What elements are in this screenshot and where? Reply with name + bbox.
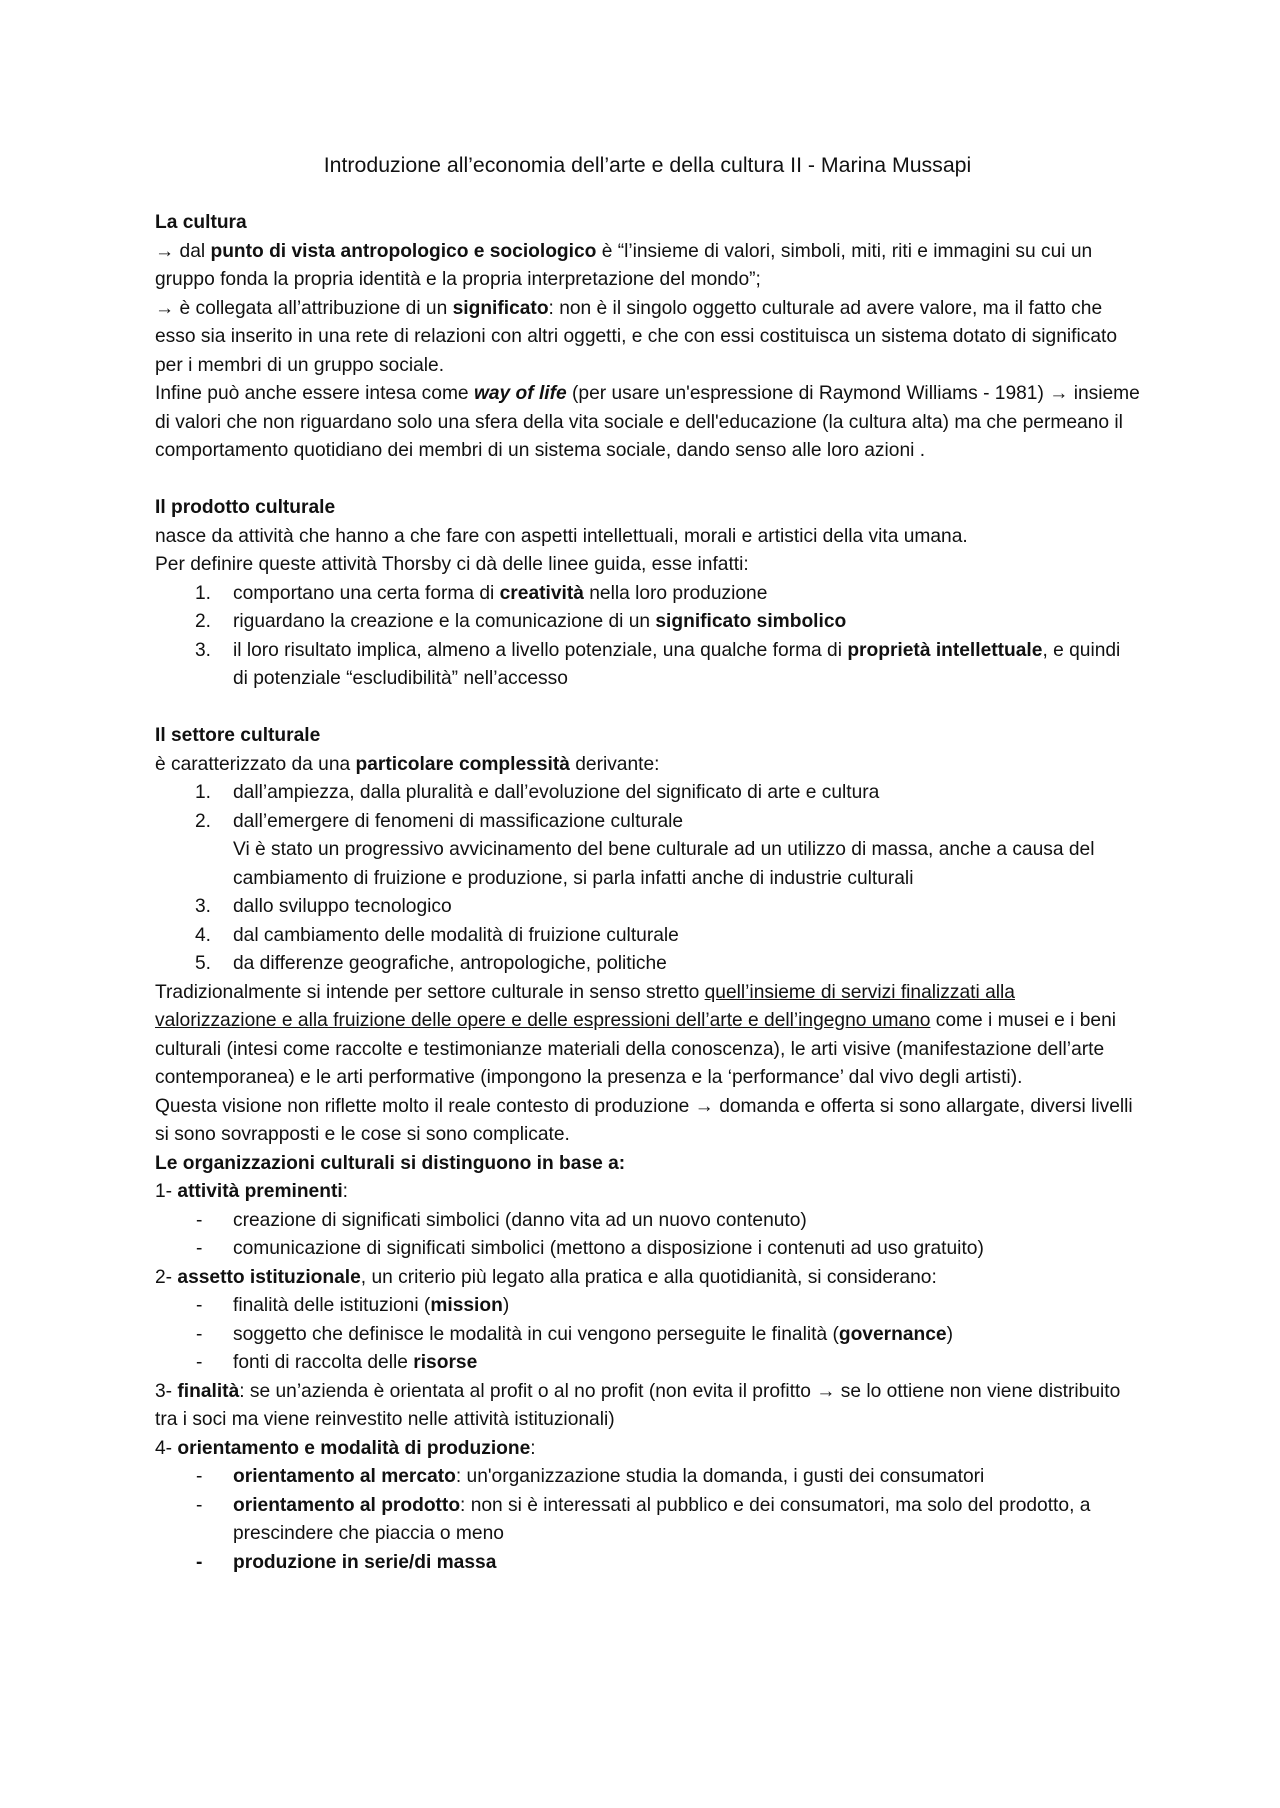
dash-list bbox=[155, 1292, 1140, 1378]
dash-list bbox=[155, 1463, 1140, 1577]
list-item-text: orientamento al prodotto: non si è interessati al pubblico e dei consumatori, ma solo del prodotto, a prescindere che piaccia o meno bbox=[233, 1494, 1091, 1544]
list-item-text: creazione di significati simbolici (danno vita ad un nuovo contenuto) bbox=[233, 1209, 807, 1231]
section-organizzazioni bbox=[155, 1150, 1140, 1578]
list-item-text: da differenze geografiche, antropologiche, politiche bbox=[233, 953, 667, 974]
paragraph: nasce da attività che hanno a che fare con aspetti intellettuali, morali e artistici della vita umana. bbox=[155, 525, 968, 547]
paragraph: Tradizionalmente si intende per settore culturale in senso stretto quell’insieme di servizi finalizzati alla valorizzazione e alla fruizione delle opere e delle espressioni dell’arte e dell’ingegno umano come i musei e i beni culturali (intesi come raccolte e testimonianze materiali della conoscenza), le arti visive (manifestazione dell’arte contemporanea) e le arti performative (impongono la presenza e la ‘performance’ dal vivo degli artisti). bbox=[155, 981, 1117, 1088]
list-number: 5. bbox=[195, 953, 212, 974]
numbered-list bbox=[155, 779, 1140, 979]
list-item-text: dall’ampiezza, dalla pluralità e dall’evoluzione del significato di arte e cultura bbox=[233, 782, 880, 803]
list-number: 1. bbox=[195, 582, 212, 604]
bold-text: attività preminenti bbox=[177, 1181, 343, 1202]
list-item bbox=[155, 608, 1140, 637]
paragraph: → è collegata all’attribuzione di un significato: non è il singolo oggetto culturale ad avere valore, ma il fatto che esso sia inserito in una rete di relazioni con altri oggetti, e che con essi costituisca un sistema dotato di significato per i membri di un gruppo sociale. bbox=[155, 297, 1118, 376]
list-item-text: comunicazione di significati simbolici (mettono a disposizione i contenuti ad uso gratuito) bbox=[233, 1238, 984, 1259]
bold-text: risorse bbox=[413, 1352, 478, 1373]
dash-marker: - bbox=[196, 1238, 203, 1259]
criterion-lead: 3- finalità: se un’azienda è orientata al profit o al no profit (non evita il profitto → se lo ottiene non viene distribuito tra i soci ma viene reinvestito nelle attività istituzionali) bbox=[155, 1380, 1121, 1430]
bold-text: mission bbox=[430, 1295, 503, 1316]
dash-list bbox=[155, 1207, 1140, 1264]
list-number: 3. bbox=[195, 896, 212, 917]
list-item bbox=[155, 1235, 1140, 1264]
list-item bbox=[155, 779, 1140, 808]
list-item-text: il loro risultato implica, almeno a livello potenziale, una qualche forma di proprietà intellettuale, e quindi di potenziale “escludibilità” nell’accesso bbox=[233, 639, 1121, 689]
list-item-text: orientamento al mercato: un'organizzazione studia la domanda, i gusti dei consumatori bbox=[233, 1466, 985, 1487]
paragraph: → dal punto di vista antropologico e sociologico è “l’insieme di valori, simboli, miti, riti e immagini su cui un gruppo fonda la propria identità e la propria interpretazione del mondo”; bbox=[155, 240, 1093, 290]
dash-marker: - bbox=[196, 1466, 203, 1487]
dash-marker: - bbox=[196, 1323, 203, 1345]
list-number: 2. bbox=[195, 611, 212, 632]
paragraph: è caratterizzato da una particolare complessità derivante: bbox=[155, 753, 660, 775]
bold-text: significato bbox=[452, 297, 549, 319]
paragraph: Questa visione non riflette molto il reale contesto di produzione → domanda e offerta si sono allargate, diversi livelli si sono sovrapposti e le cose si sono complicate. bbox=[155, 1095, 1133, 1145]
criterion-lead: 1- attività preminenti: bbox=[155, 1181, 349, 1202]
page-title: Introduzione all’economia dell’arte e della cultura II - Marina Mussapi bbox=[323, 153, 972, 177]
section-settore-culturale bbox=[155, 722, 1140, 1150]
dash-marker: - bbox=[196, 1295, 203, 1316]
list-item-text: soggetto che definisce le modalità in cui vengono perseguite le finalità (governance) bbox=[233, 1323, 953, 1345]
bold-text: finalità bbox=[177, 1380, 240, 1402]
bold-text: proprietà intellettuale bbox=[847, 639, 1043, 661]
list-item-text: fonti di raccolta delle risorse bbox=[233, 1352, 478, 1373]
section-heading: Il prodotto culturale bbox=[155, 497, 336, 518]
list-item bbox=[155, 893, 1140, 922]
bold-text: produzione in serie/di massa bbox=[233, 1551, 497, 1573]
bold-text: particolare complessità bbox=[355, 753, 570, 775]
list-item bbox=[155, 637, 1140, 694]
bold-text: punto di vista antropologico e sociologico bbox=[210, 240, 597, 262]
list-item-continuation: Vi è stato un progressivo avvicinamento del bene culturale ad un utilizzo di massa, anche a causa del cambiamento di fruizione e produzione, si parla infatti anche di industrie culturali bbox=[233, 839, 1095, 889]
section-heading: La cultura bbox=[155, 212, 247, 233]
list-item-text: riguardano la creazione e la comunicazione di un significato simbolico bbox=[233, 611, 847, 632]
list-item bbox=[155, 922, 1140, 951]
list-item bbox=[155, 1492, 1140, 1549]
list-item-text: comportano una certa forma di creatività nella loro produzione bbox=[233, 582, 768, 604]
bold-text: governance bbox=[838, 1323, 947, 1345]
list-item bbox=[155, 1549, 1140, 1578]
dash-marker: - bbox=[196, 1551, 203, 1573]
list-number: 2. bbox=[195, 810, 212, 832]
underlined-text: quell’insieme di servizi finalizzati alla valorizzazione e alla fruizione delle opere e delle espressioni dell’arte e dell’ingegno umano bbox=[155, 981, 1015, 1031]
dash-marker: - bbox=[196, 1209, 203, 1231]
bold-text: orientamento al mercato bbox=[233, 1466, 456, 1487]
list-item-text: finalità delle istituzioni (mission) bbox=[233, 1295, 510, 1316]
criterion-lead: 2- assetto istituzionale, un criterio più legato alla pratica e alla quotidianità, si considerano: bbox=[155, 1266, 937, 1288]
list-item bbox=[155, 1292, 1140, 1321]
criterion-lead: 4- orientamento e modalità di produzione: bbox=[155, 1437, 536, 1459]
bold-text: orientamento e modalità di produzione bbox=[177, 1437, 531, 1459]
list-item-text: dal cambiamento delle modalità di fruizione culturale bbox=[233, 924, 679, 946]
list-item bbox=[155, 950, 1140, 979]
list-item-text: dall’emergere di fenomeni di massificazione culturale bbox=[233, 810, 684, 832]
bold-text: significato simbolico bbox=[655, 611, 847, 632]
bold-text: orientamento al prodotto bbox=[233, 1494, 461, 1516]
list-item bbox=[155, 580, 1140, 609]
section-prodotto-culturale bbox=[155, 494, 1140, 694]
list-number: 4. bbox=[195, 924, 212, 946]
section-la-cultura bbox=[155, 209, 1140, 466]
list-item-text: dallo sviluppo tecnologico bbox=[233, 896, 452, 917]
list-item bbox=[155, 808, 1140, 894]
list-item-text bbox=[233, 1552, 496, 1573]
list-item bbox=[155, 1207, 1140, 1236]
document-page bbox=[155, 150, 1140, 1577]
dash-marker: - bbox=[196, 1352, 203, 1373]
list-item bbox=[155, 1463, 1140, 1492]
numbered-list bbox=[155, 580, 1140, 694]
paragraph: Per definire queste attività Thorsby ci dà delle linee guida, esse infatti: bbox=[155, 554, 749, 575]
bold-text: creatività bbox=[499, 582, 584, 604]
emphasis-text: way of life bbox=[473, 383, 567, 404]
section-heading: Il settore culturale bbox=[155, 725, 321, 746]
list-item bbox=[155, 1321, 1140, 1350]
list-number: 3. bbox=[195, 639, 212, 661]
list-item bbox=[155, 1349, 1140, 1378]
bold-text: assetto istituzionale bbox=[177, 1266, 361, 1288]
section-heading: Le organizzazioni culturali si distinguono in base a: bbox=[155, 1152, 626, 1174]
list-number: 1. bbox=[195, 782, 212, 803]
dash-marker: - bbox=[196, 1494, 203, 1516]
paragraph: Infine può anche essere intesa come way of life (per usare un'espressione di Raymond Williams - 1981) → insieme di valori che non riguardano solo una sfera della vita sociale e dell'educazione (la cultura alta) ma che permeano il comportamento quotidiano dei membri di un sistema sociale, dando senso alle loro azioni . bbox=[155, 383, 1140, 461]
